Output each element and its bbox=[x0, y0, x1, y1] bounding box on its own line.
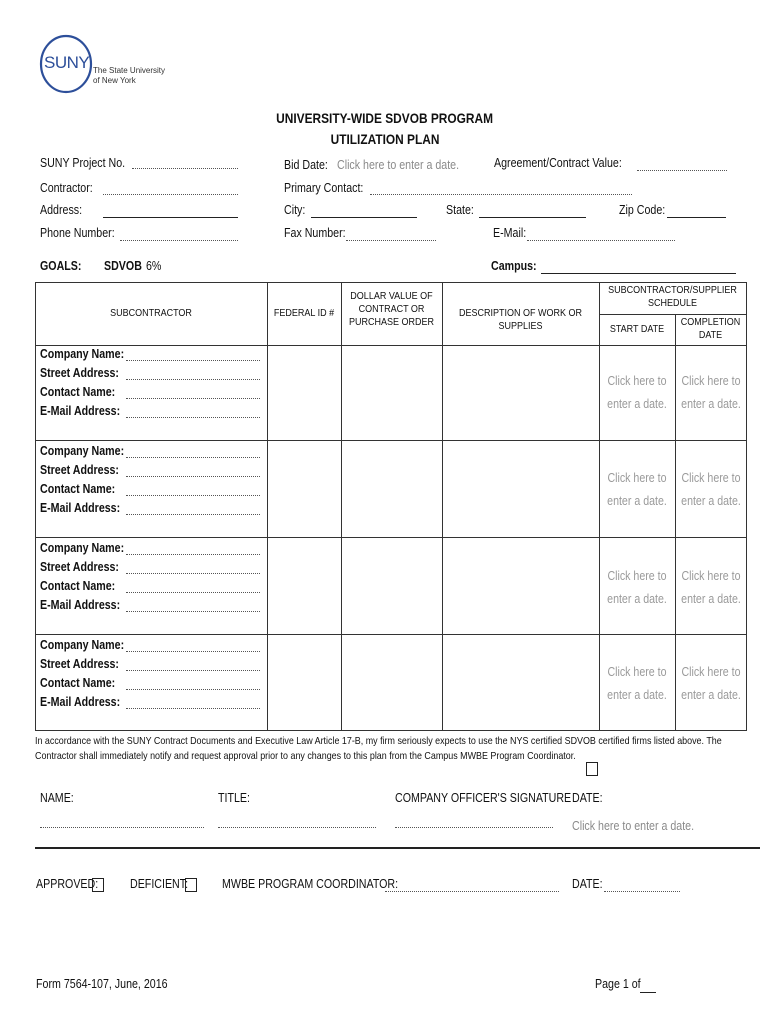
signature-date-label: DATE: bbox=[572, 790, 603, 805]
company-name-field[interactable] bbox=[126, 360, 260, 361]
completion-date-field[interactable]: Click here to enter a date. bbox=[681, 471, 741, 508]
contact-name-field[interactable] bbox=[126, 398, 260, 399]
approval-date-field[interactable] bbox=[604, 891, 680, 892]
sdvob-label: SDVOB bbox=[104, 258, 142, 273]
contact-name-field[interactable] bbox=[126, 689, 260, 690]
deficient-label: DEFICIENT: bbox=[130, 876, 189, 891]
name-label: NAME: bbox=[40, 790, 74, 805]
street-address-field[interactable] bbox=[126, 379, 260, 380]
campus-field[interactable] bbox=[541, 273, 736, 274]
title-line1: UNIVERSITY-WIDE SDVOB PROGRAM bbox=[276, 110, 494, 126]
statement-text: In accordance with the SUNY Contract Documents and Executive Law Article 17-B, my firm seriously expects to use the NYS certified SDVOB certified firms listed above. The Contractor shall immediately notify and request approval prior to any changes to this plan from the Campus MWBE Program Coordinator. bbox=[35, 735, 722, 762]
table-row: Company Name: Street Address: Contact Name: E-Mail Address: bbox=[40, 540, 270, 630]
start-date-field[interactable]: Click here to enter a date. bbox=[607, 374, 667, 411]
header-start-date: START DATE bbox=[609, 324, 665, 335]
table-row: Company Name: Street Address: Contact Name: E-Mail Address: bbox=[40, 443, 270, 533]
completion-date-field[interactable]: Click here to enter a date. bbox=[681, 569, 741, 606]
street-address-field[interactable] bbox=[126, 670, 260, 671]
agreement-value-label: Agreement/Contract Value: bbox=[494, 155, 622, 170]
completion-date-field[interactable]: Click here to enter a date. bbox=[681, 665, 741, 702]
header-subcontractor: SUBCONTRACTOR bbox=[110, 308, 192, 319]
company-name-field[interactable] bbox=[126, 651, 260, 652]
header-federal-id: FEDERAL ID # bbox=[273, 308, 335, 319]
approval-date-label: DATE: bbox=[572, 876, 603, 891]
fax-label: Fax Number: bbox=[284, 225, 346, 240]
coordinator-label: MWBE PROGRAM COORDINATOR: bbox=[222, 876, 399, 891]
goals-label: GOALS: bbox=[40, 258, 82, 273]
email-address-field[interactable] bbox=[126, 417, 260, 418]
email-address-field[interactable] bbox=[126, 708, 260, 709]
officer-signature-field[interactable] bbox=[395, 827, 553, 828]
logo-mark: SUNY bbox=[44, 53, 90, 72]
street-address-field[interactable] bbox=[126, 476, 260, 477]
street-address-field[interactable] bbox=[126, 573, 260, 574]
title-label: TITLE: bbox=[218, 790, 250, 805]
table-row: Company Name: Street Address: Contact Name: E-Mail Address: bbox=[40, 637, 270, 727]
completion-date-field[interactable]: Click here to enter a date. bbox=[681, 374, 741, 411]
email-label: E-Mail: bbox=[493, 225, 527, 240]
logo-line2: of New York bbox=[93, 76, 136, 85]
city-label: City: bbox=[284, 202, 306, 217]
contractor-field[interactable] bbox=[103, 194, 238, 195]
primary-contact-field[interactable] bbox=[370, 194, 632, 195]
state-label: State: bbox=[446, 202, 474, 217]
title-line2: UTILIZATION PLAN bbox=[330, 131, 440, 147]
header-completion-date: COMPLETION DATE bbox=[680, 317, 741, 341]
deficient-checkbox[interactable] bbox=[185, 878, 197, 892]
email-field[interactable] bbox=[527, 240, 675, 241]
email-address-field[interactable] bbox=[126, 611, 260, 612]
name-field[interactable] bbox=[40, 827, 204, 828]
table-row: Company Name: Street Address: Contact Name: E-Mail Address: bbox=[40, 346, 270, 436]
phone-label: Phone Number: bbox=[40, 225, 115, 240]
bid-date-label: Bid Date: bbox=[284, 157, 328, 172]
zip-field[interactable] bbox=[667, 217, 726, 218]
signature-date-field[interactable]: Click here to enter a date. bbox=[572, 818, 695, 833]
city-field[interactable] bbox=[311, 217, 417, 218]
address-label: Address: bbox=[40, 202, 83, 217]
contractor-label: Contractor: bbox=[40, 180, 93, 195]
page-total-field[interactable] bbox=[640, 992, 656, 993]
start-date-field[interactable]: Click here to enter a date. bbox=[607, 569, 667, 606]
start-date-field[interactable]: Click here to enter a date. bbox=[607, 471, 667, 508]
bid-date-field[interactable]: Click here to enter a date. bbox=[337, 157, 460, 172]
page-subtitle bbox=[0, 131, 770, 149]
agreement-value-field[interactable] bbox=[637, 170, 727, 171]
primary-contact-label: Primary Contact: bbox=[284, 180, 364, 195]
approved-label: APPROVED: bbox=[36, 876, 99, 891]
company-name-field[interactable] bbox=[126, 554, 260, 555]
header-dollar-value: DOLLAR VALUE OF CONTRACT OR PURCHASE ORDER bbox=[348, 291, 435, 328]
coordinator-field[interactable] bbox=[385, 891, 559, 892]
page-title bbox=[0, 110, 770, 128]
start-date-field[interactable]: Click here to enter a date. bbox=[607, 665, 667, 702]
campus-label: Campus: bbox=[491, 258, 537, 273]
title-field[interactable] bbox=[218, 827, 376, 828]
company-name-field[interactable] bbox=[126, 457, 260, 458]
approved-checkbox[interactable] bbox=[92, 878, 104, 892]
page-number: Page 1 of bbox=[595, 976, 641, 991]
logo-line1: The State University bbox=[93, 66, 166, 75]
fax-field[interactable] bbox=[346, 240, 436, 241]
email-address-field[interactable] bbox=[126, 514, 260, 515]
separator bbox=[35, 847, 760, 849]
state-field[interactable] bbox=[479, 217, 586, 218]
project-no-field[interactable] bbox=[132, 168, 238, 169]
address-field[interactable] bbox=[103, 217, 238, 218]
form-number: Form 7564-107, June, 2016 bbox=[36, 976, 168, 991]
header-schedule: SUBCONTRACTOR/SUPPLIER SCHEDULE bbox=[608, 285, 737, 309]
phone-field[interactable] bbox=[120, 240, 238, 241]
project-no-label: SUNY Project No. bbox=[40, 155, 126, 170]
suny-logo bbox=[38, 34, 166, 94]
zip-label: Zip Code: bbox=[619, 202, 666, 217]
statement-checkbox[interactable] bbox=[586, 762, 598, 776]
contact-name-field[interactable] bbox=[126, 592, 260, 593]
sdvob-percent[interactable]: 6% bbox=[146, 258, 162, 273]
header-description: DESCRIPTION OF WORK OR SUPPLIES bbox=[458, 308, 582, 332]
contact-name-field[interactable] bbox=[126, 495, 260, 496]
officer-signature-label: COMPANY OFFICER'S SIGNATURE bbox=[395, 790, 572, 805]
